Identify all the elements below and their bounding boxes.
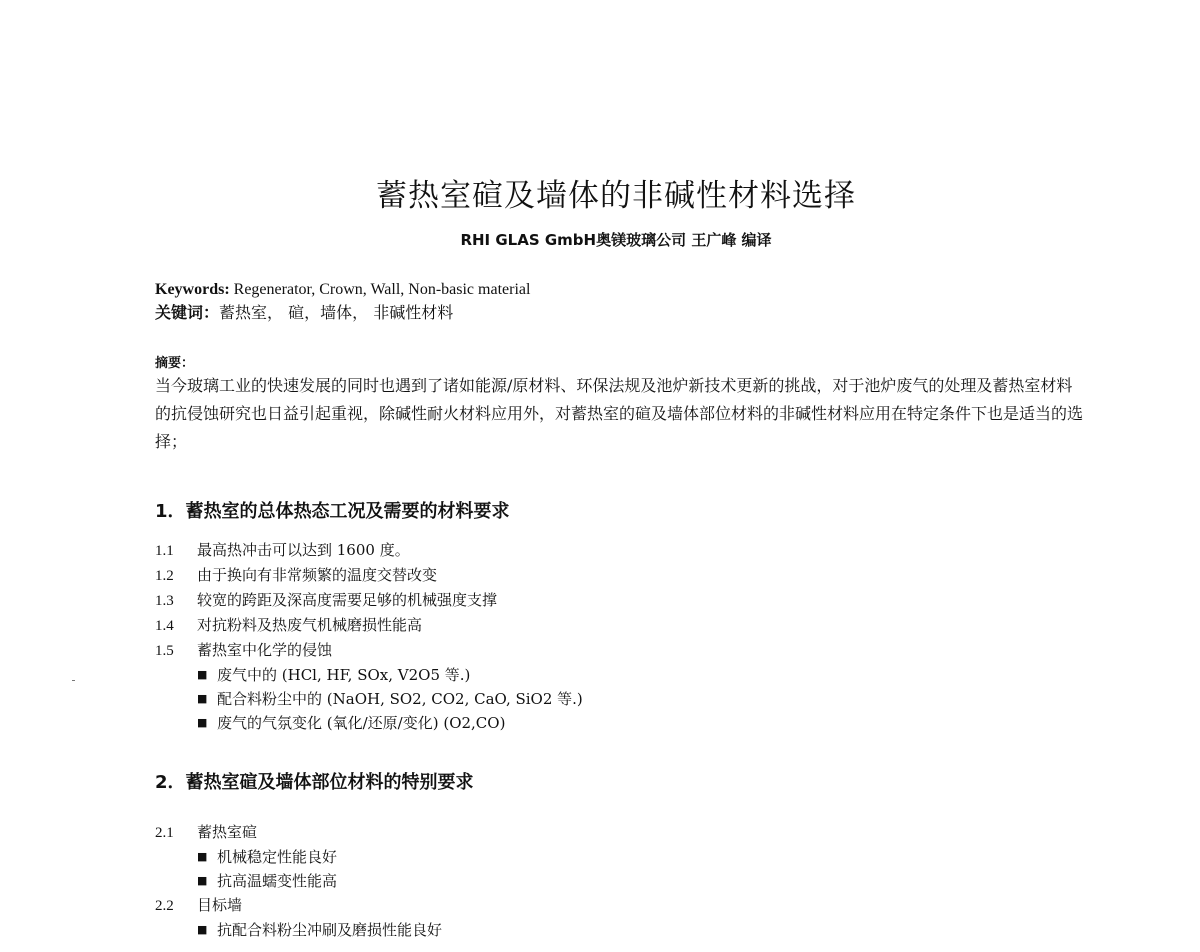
keywords-chinese: [155, 302, 453, 323]
item-number: 2.1: [155, 825, 174, 841]
item-text: 较宽的跨距及深高度需要足够的机械强度支撑: [197, 591, 498, 609]
abstract-text: 当今玻璃工业的快速发展的同时也遇到了诸如能源/原材料、环保法规及池炉新技术更新的挑战，对于池炉废气的处理及蓄热室材料的抗侵蚀研究也日益引起重视，除碱性耐火材料应用外，对蓄热室的碹及墙体部位材料的非碱性材料应用在特定条件下也是适当的选择；: [155, 376, 1084, 451]
section-1-heading: 1．蓄热室的总体热态工况及需要的材料要求: [155, 501, 510, 522]
scan-artifact: [72, 680, 75, 681]
item-number: 2.2: [155, 898, 174, 914]
author-affiliation: RHI GLAS GmbH奥镁玻璃公司 王广峰 编译: [460, 231, 772, 249]
sub-list-item: [155, 845, 442, 869]
item-number: 1.2: [155, 568, 174, 584]
sub-list-item: [155, 687, 583, 711]
list-item: [155, 638, 583, 663]
sub-item-text: 抗配合料粉尘冲刷及磨损性能良好: [217, 921, 443, 939]
keywords-chinese-text: 蓄热室， 碹，墙体， 非碱性材料: [219, 303, 454, 322]
square-bullet-icon: ■: [197, 716, 208, 729]
keywords-english: [155, 279, 530, 300]
section-2-list: [155, 820, 442, 942]
square-bullet-icon: ■: [197, 668, 208, 681]
sub-item-text: 废气中的 (HCl, HF, SOx, V2O5 等.): [217, 666, 471, 684]
section-1-list: [155, 538, 583, 735]
list-item: [155, 563, 583, 588]
item-text: 目标墙: [197, 896, 243, 914]
square-bullet-icon: ■: [197, 850, 208, 863]
list-item: [155, 820, 442, 845]
section-2-heading: 2．蓄热室碹及墙体部位材料的特别要求: [155, 772, 474, 793]
square-bullet-icon: ■: [197, 692, 208, 705]
square-bullet-icon: ■: [197, 923, 208, 936]
sub-item-text: 配合料粉尘中的 (NaOH, SO2, CO2, CaO, SiO2 等.): [217, 690, 583, 708]
sub-item-text: 机械稳定性能良好: [217, 848, 338, 866]
item-number: 1.5: [155, 643, 174, 659]
sub-item-text: 废气的气氛变化 (氧化/还原/变化) (O2,CO): [217, 714, 506, 732]
keywords-english-label: Keywords:: [155, 281, 230, 298]
list-item: [155, 613, 583, 638]
abstract-label: 摘要：: [155, 356, 195, 371]
item-text: 蓄热室碹: [197, 823, 258, 841]
item-text: 对抗粉料及热废气机械磨损性能高: [197, 616, 423, 634]
item-number: 1.1: [155, 543, 174, 559]
item-number: 1.4: [155, 618, 174, 634]
sub-list-item: [155, 711, 583, 735]
list-item: [155, 588, 583, 613]
list-item: [155, 893, 442, 918]
item-text: 蓄热室中化学的侵蚀: [197, 641, 333, 659]
paper-title: 蓄热室碹及墙体的非碱性材料选择: [376, 178, 856, 214]
sub-list-item: [155, 918, 442, 942]
sub-list-item: [155, 663, 583, 687]
list-item: [155, 538, 583, 563]
item-text: 最高热冲击可以达到 1600 度。: [197, 541, 410, 559]
item-number: 1.3: [155, 593, 174, 609]
item-text: 由于换向有非常频繁的温度交替改变: [197, 566, 438, 584]
square-bullet-icon: ■: [197, 874, 208, 887]
sub-list-item: [155, 869, 442, 893]
keywords-english-text: Regenerator, Crown, Wall, Non-basic material: [229, 281, 531, 298]
sub-item-text: 抗高温蠕变性能高: [217, 872, 338, 890]
keywords-chinese-label: 关键词：: [155, 303, 220, 322]
